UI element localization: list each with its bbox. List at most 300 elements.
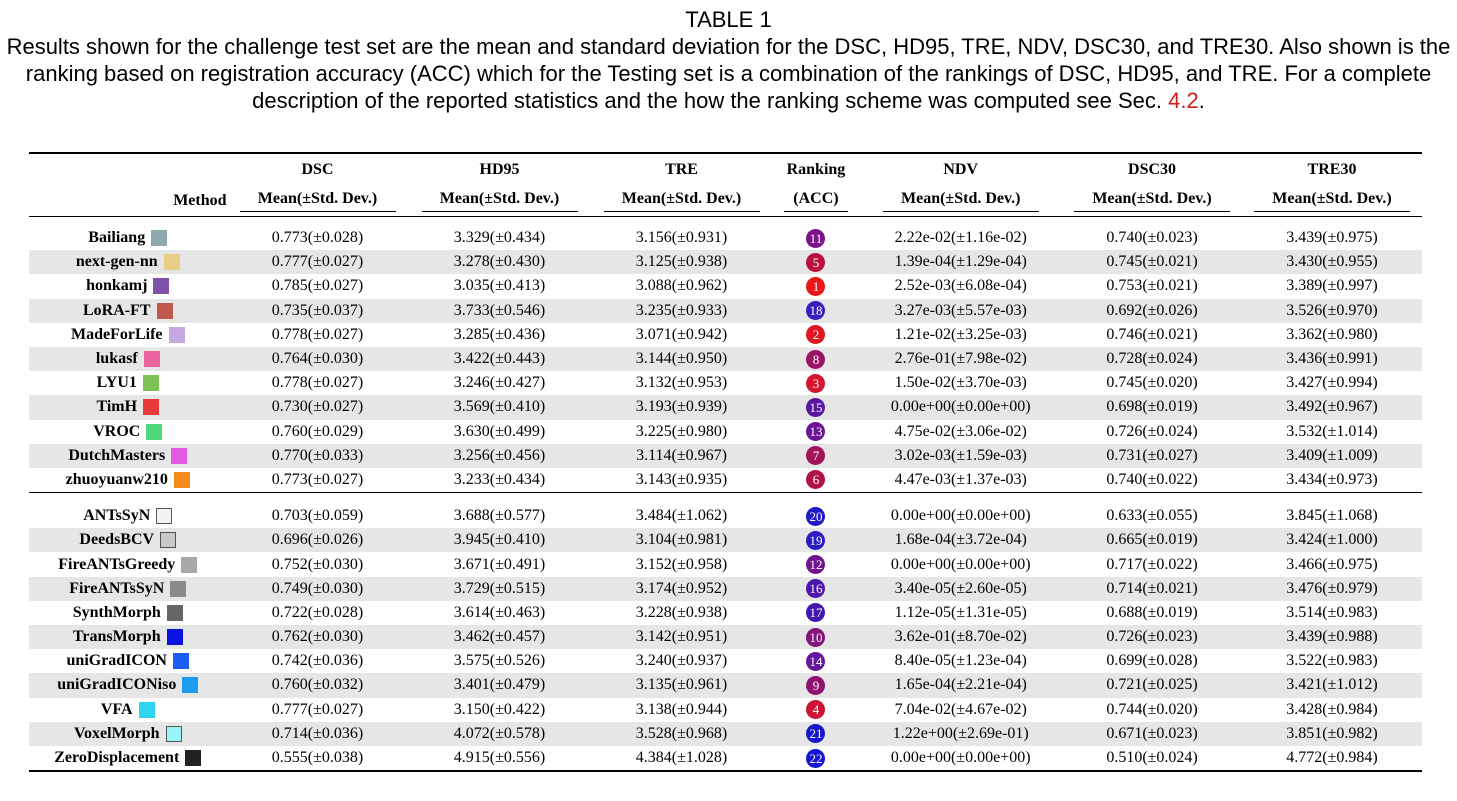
header-row-sub (29, 186, 1422, 217)
tre-value: 3.132(±0.953) (635, 374, 728, 392)
ranking-cell (773, 420, 860, 444)
rank-badge: 6 (806, 470, 825, 489)
sub-dsc30-label: Mean(±Std. Dev.) (1074, 190, 1230, 212)
table-row (29, 299, 1422, 323)
hd95-value: 3.733(±0.546) (409, 299, 591, 323)
method-cell (29, 347, 227, 371)
method-name: TimH (96, 398, 138, 416)
rank-badge: 22 (806, 749, 825, 768)
dsc30-value: 0.740(±0.023) (1106, 229, 1198, 247)
tre-value: 3.228(±0.938) (635, 603, 728, 621)
rank-badge: 9 (806, 676, 825, 695)
tre30-value: 3.439(±0.988) (1242, 625, 1422, 649)
dsc-value: 0.762(±0.030) (227, 625, 409, 649)
hd95-value: 3.422(±0.443) (409, 347, 591, 371)
tre-value: 3.088(±0.962) (635, 277, 728, 295)
rank-badge: 1 (806, 277, 825, 296)
method-cell (29, 698, 227, 722)
ranking-cell (773, 395, 860, 419)
method-cell (29, 444, 227, 468)
method-color-swatch (181, 557, 197, 573)
ranking-cell (773, 552, 860, 576)
ranking-cell (773, 347, 860, 371)
tre-value: 4.384(±1.028) (591, 746, 773, 771)
dsc30-value: 0.745(±0.020) (1106, 374, 1198, 392)
table-row (29, 528, 1422, 552)
ndv-value: 0.00e+00(±0.00e+00) (859, 395, 1062, 419)
ranking-cell (773, 226, 860, 250)
tre30-value: 3.439(±0.975) (1286, 229, 1378, 247)
tre-value: 3.174(±0.952) (591, 577, 773, 601)
dsc-value: 0.773(±0.027) (271, 470, 364, 488)
caption-end: . (1198, 88, 1205, 113)
dsc30-value: 0.740(±0.022) (1106, 470, 1198, 488)
hd95-value: 3.329(±0.434) (453, 229, 546, 247)
method-name: honkamj (86, 277, 148, 295)
method-cell (29, 528, 227, 552)
table-row (29, 420, 1422, 444)
method-name: Bailiang (88, 229, 146, 247)
method-cell (29, 552, 227, 576)
dsc-value: 0.696(±0.026) (227, 528, 409, 552)
tre-value: 3.156(±0.931) (635, 229, 728, 247)
method-name: FireANTsGreedy (58, 555, 176, 573)
table-row (29, 577, 1422, 601)
method-name: zhuoyuanw210 (65, 470, 168, 488)
hd95-value: 3.246(±0.427) (453, 374, 546, 392)
dsc-value: 0.749(±0.030) (227, 577, 409, 601)
dsc-value: 0.785(±0.027) (271, 277, 364, 295)
baseline-methods-group (29, 493, 1422, 772)
tre-value: 3.193(±0.939) (591, 395, 773, 419)
sub-tre30-label: Mean(±Std. Dev.) (1254, 190, 1410, 212)
method-color-swatch (166, 726, 182, 742)
method-color-swatch (174, 472, 190, 488)
dsc30-value: 0.692(±0.026) (1062, 299, 1242, 323)
dsc-value: 0.777(±0.027) (227, 250, 409, 274)
table-row (29, 226, 1422, 250)
ndv-value: 0.00e+00(±0.00e+00) (890, 555, 1031, 573)
table-title: TABLE 1 (685, 7, 772, 32)
ndv-value: 8.40e-05(±1.23e-04) (894, 652, 1027, 670)
ranking-cell (773, 673, 860, 697)
ranking-cell (773, 468, 860, 493)
dsc30-value: 0.698(±0.019) (1062, 395, 1242, 419)
hd95-value: 3.233(±0.434) (453, 470, 546, 488)
hd95-value: 3.729(±0.515) (409, 577, 591, 601)
hd95-value: 3.278(±0.430) (409, 250, 591, 274)
ranking-cell (773, 274, 860, 298)
dsc-value: 0.778(±0.027) (271, 374, 364, 392)
rank-badge: 16 (806, 579, 825, 598)
hd95-value: 3.671(±0.491) (453, 555, 546, 573)
rank-badge: 19 (806, 531, 825, 550)
table-row (29, 746, 1422, 771)
hd95-value: 3.614(±0.463) (453, 603, 546, 621)
ranking-cell (773, 698, 860, 722)
rank-badge: 17 (806, 603, 825, 622)
tre-value: 3.225(±0.980) (635, 422, 728, 440)
method-cell (29, 323, 227, 347)
dsc30-value: 0.699(±0.028) (1106, 652, 1198, 670)
header-tre30: TRE30 (1242, 153, 1422, 186)
method-cell (29, 746, 227, 771)
ranking-cell (773, 601, 860, 625)
dsc-value: 0.742(±0.036) (271, 652, 364, 670)
method-name: LoRA-FT (82, 301, 151, 319)
ndv-value: 3.27e-03(±5.57e-03) (859, 299, 1062, 323)
caption-line-3 (0, 87, 1457, 114)
dsc30-value: 0.717(±0.022) (1106, 555, 1198, 573)
sub-tre-label: Mean(±Std. Dev.) (604, 190, 760, 212)
ndv-value: 1.39e-04(±1.29e-04) (859, 250, 1062, 274)
dsc-value: 0.703(±0.059) (271, 507, 364, 525)
tre30-value: 3.845(±1.068) (1286, 507, 1378, 525)
ndv-value: 2.22e-02(±1.16e-02) (894, 229, 1027, 247)
dsc-value: 0.773(±0.028) (271, 229, 364, 247)
method-color-swatch (164, 254, 180, 270)
tre-value: 3.240(±0.937) (635, 652, 728, 670)
dsc30-value: 0.510(±0.024) (1062, 746, 1242, 771)
method-cell (29, 504, 227, 528)
tre30-value: 3.476(±0.979) (1242, 577, 1422, 601)
method-color-swatch (139, 702, 155, 718)
dsc-value: 0.730(±0.027) (227, 395, 409, 419)
method-name: DutchMasters (68, 446, 166, 464)
ndv-value: 1.12e-05(±1.31e-05) (894, 603, 1027, 621)
method-cell (29, 673, 227, 697)
rank-badge: 18 (806, 301, 825, 320)
table-row (29, 274, 1422, 298)
rank-badge: 15 (806, 398, 825, 417)
hd95-value: 4.915(±0.556) (409, 746, 591, 771)
tre-value: 3.114(±0.967) (591, 444, 773, 468)
method-color-swatch (167, 629, 183, 645)
method-name: VFA (100, 700, 133, 718)
method-name: VROC (93, 422, 141, 440)
hd95-value: 4.072(±0.578) (409, 722, 591, 746)
ranking-cell (773, 444, 860, 468)
dsc30-value: 0.726(±0.023) (1062, 625, 1242, 649)
method-color-swatch (156, 508, 172, 524)
table-row (29, 504, 1422, 528)
hd95-value: 3.401(±0.479) (409, 673, 591, 697)
tre-value: 3.104(±0.981) (591, 528, 773, 552)
rank-badge: 14 (806, 652, 825, 671)
header-tre: TRE (591, 153, 773, 186)
method-cell (29, 601, 227, 625)
caption-line-2: ranking based on registration accuracy (ACC) which for the Testing set is a combination of the rankings of DSC, HD95, and TRE. For a complete (25, 61, 1432, 86)
ranking-cell (773, 577, 860, 601)
method-cell (29, 722, 227, 746)
tre30-value: 3.522(±0.983) (1286, 652, 1378, 670)
dsc30-value: 0.714(±0.021) (1062, 577, 1242, 601)
table-row (29, 371, 1422, 395)
ndv-value: 1.68e-04(±3.72e-04) (859, 528, 1062, 552)
dsc-value: 0.764(±0.030) (227, 347, 409, 371)
hd95-value: 3.462(±0.457) (409, 625, 591, 649)
table-row (29, 395, 1422, 419)
header-blank (29, 153, 227, 186)
rank-badge: 2 (806, 325, 825, 344)
dsc-value: 0.760(±0.032) (227, 673, 409, 697)
tre30-value: 3.436(±0.991) (1242, 347, 1422, 371)
table-row (29, 250, 1422, 274)
ranking-cell (773, 323, 860, 347)
dsc-value: 0.770(±0.033) (227, 444, 409, 468)
challenge-methods-group (29, 217, 1422, 493)
method-color-swatch (143, 375, 159, 391)
method-name: SynthMorph (72, 603, 161, 621)
hd95-value: 3.688(±0.577) (453, 507, 546, 525)
sub-dsc (227, 186, 409, 217)
tre30-value: 4.772(±0.984) (1242, 746, 1422, 771)
method-cell (29, 226, 227, 250)
section-reference-link[interactable]: 4.2 (1168, 88, 1199, 113)
tre30-value: 3.409(±1.009) (1242, 444, 1422, 468)
caption-line-3-text: description of the reported statistics and the how the ranking scheme was computed see Sec. (252, 88, 1169, 113)
dsc-value: 0.735(±0.037) (227, 299, 409, 323)
tre-value: 3.135(±0.961) (591, 673, 773, 697)
method-color-swatch (170, 581, 186, 597)
method-name: FireANTsSyN (69, 579, 165, 597)
header-dsc: DSC (227, 153, 409, 186)
ndv-value: 2.52e-03(±6.08e-04) (894, 277, 1027, 295)
header-ranking: Ranking (773, 153, 860, 186)
rank-badge: 7 (806, 446, 825, 465)
sub-tre30 (1242, 186, 1422, 217)
method-name: lukasf (95, 350, 138, 368)
ndv-value: 3.02e-03(±1.59e-03) (859, 444, 1062, 468)
ndv-value: 1.22e+00(±2.69e-01) (859, 722, 1062, 746)
method-color-swatch (185, 750, 201, 766)
method-color-swatch (153, 278, 169, 294)
ndv-value: 7.04e-02(±4.67e-02) (894, 700, 1027, 718)
hd95-value: 3.945(±0.410) (409, 528, 591, 552)
tre30-value: 3.421(±1.012) (1242, 673, 1422, 697)
table-row (29, 698, 1422, 722)
method-cell (29, 371, 227, 395)
dsc-value: 0.778(±0.027) (271, 325, 364, 343)
tre30-value: 3.430(±0.955) (1242, 250, 1422, 274)
method-name: LYU1 (96, 374, 137, 392)
tre30-value: 3.532(±1.014) (1286, 422, 1378, 440)
table-row (29, 625, 1422, 649)
sub-ranking-label: (ACC) (784, 190, 848, 212)
tre-value: 3.138(±0.944) (635, 700, 728, 718)
method-color-swatch (167, 605, 183, 621)
ndv-value: 0.00e+00(±0.00e+00) (859, 746, 1062, 771)
table-row (29, 649, 1422, 673)
method-cell (29, 395, 227, 419)
ranking-cell (773, 625, 860, 649)
method-color-swatch (182, 677, 198, 693)
dsc-value: 0.555(±0.038) (227, 746, 409, 771)
table-caption (0, 6, 1457, 114)
tre30-value: 3.362(±0.980) (1286, 325, 1378, 343)
ndv-value: 0.00e+00(±0.00e+00) (890, 507, 1031, 525)
method-color-swatch (146, 424, 162, 440)
tre-value: 3.071(±0.942) (635, 325, 728, 343)
tre30-value: 3.466(±0.975) (1286, 555, 1378, 573)
tre30-value: 3.492(±0.967) (1242, 395, 1422, 419)
method-name: next-gen-nn (75, 253, 158, 271)
rank-badge: 3 (806, 374, 825, 393)
rank-badge: 4 (806, 700, 825, 719)
ndv-value: 1.21e-02(±3.25e-03) (894, 325, 1027, 343)
dsc30-value: 0.745(±0.021) (1062, 250, 1242, 274)
method-name: ZeroDisplacement (54, 749, 180, 767)
method-cell (29, 299, 227, 323)
header-hd95: HD95 (409, 153, 591, 186)
ranking-cell (773, 528, 860, 552)
rank-badge: 13 (806, 422, 825, 441)
method-name: DeedsBCV (79, 531, 155, 549)
dsc-value: 0.760(±0.029) (271, 422, 364, 440)
method-cell (29, 250, 227, 274)
dsc30-value: 0.665(±0.019) (1062, 528, 1242, 552)
dsc30-value: 0.721(±0.025) (1062, 673, 1242, 697)
method-name: MadeForLife (70, 325, 163, 343)
tre-value: 3.143(±0.935) (635, 470, 728, 488)
tre-value: 3.142(±0.951) (591, 625, 773, 649)
header-dsc30: DSC30 (1062, 153, 1242, 186)
rank-badge: 21 (806, 724, 825, 743)
rank-badge: 5 (806, 253, 825, 272)
tre30-value: 3.389(±0.997) (1286, 277, 1378, 295)
sub-dsc30 (1062, 186, 1242, 217)
method-cell (29, 420, 227, 444)
method-cell (29, 274, 227, 298)
dsc30-value: 0.633(±0.055) (1106, 507, 1198, 525)
dsc30-value: 0.688(±0.019) (1106, 603, 1198, 621)
header-row-groups (29, 153, 1422, 186)
tre-value: 3.484(±1.062) (635, 507, 728, 525)
sub-ndv-label: Mean(±Std. Dev.) (883, 190, 1039, 212)
rank-badge: 20 (806, 507, 825, 526)
rank-badge: 12 (806, 555, 825, 574)
tre-value: 3.152(±0.958) (635, 555, 728, 573)
caption-line-1: Results shown for the challenge test set are the mean and standard deviation for the DSC, HD95, TRE, NDV, DSC30, and TRE30. Also shown is the (6, 34, 1451, 59)
dsc30-value: 0.726(±0.024) (1106, 422, 1198, 440)
dsc-value: 0.722(±0.028) (271, 603, 364, 621)
ranking-cell (773, 299, 860, 323)
tre30-value: 3.428(±0.984) (1286, 700, 1378, 718)
dsc-value: 0.714(±0.036) (227, 722, 409, 746)
sub-ranking (773, 186, 860, 217)
ranking-cell (773, 649, 860, 673)
tre30-value: 3.424(±1.000) (1242, 528, 1422, 552)
ndv-value: 4.75e-02(±3.06e-02) (894, 422, 1027, 440)
ndv-value: 1.65e-04(±2.21e-04) (859, 673, 1062, 697)
tre30-value: 3.434(±0.973) (1286, 470, 1378, 488)
rank-badge: 11 (806, 229, 825, 248)
ranking-cell (773, 371, 860, 395)
hd95-value: 3.630(±0.499) (453, 422, 546, 440)
table-row (29, 722, 1422, 746)
method-cell (29, 468, 227, 493)
dsc30-value: 0.728(±0.024) (1062, 347, 1242, 371)
method-name: TransMorph (72, 628, 161, 646)
dsc30-value: 0.746(±0.021) (1106, 325, 1198, 343)
table-row (29, 444, 1422, 468)
method-color-swatch (157, 303, 173, 319)
dsc30-value: 0.753(±0.021) (1106, 277, 1198, 295)
dsc30-value: 0.731(±0.027) (1062, 444, 1242, 468)
table-row (29, 323, 1422, 347)
sub-ndv (859, 186, 1062, 217)
rank-badge: 8 (806, 350, 825, 369)
hd95-value: 3.150(±0.422) (453, 700, 546, 718)
hd95-value: 3.569(±0.410) (409, 395, 591, 419)
method-color-swatch (173, 653, 189, 669)
header-ndv: NDV (859, 153, 1062, 186)
method-color-swatch (160, 532, 176, 548)
ranking-cell (773, 746, 860, 771)
ranking-cell (773, 250, 860, 274)
method-color-swatch (151, 230, 167, 246)
hd95-value: 3.575(±0.526) (453, 652, 546, 670)
results-table (29, 152, 1422, 772)
table-row (29, 552, 1422, 576)
table-row (29, 601, 1422, 625)
tre30-value: 3.526(±0.970) (1242, 299, 1422, 323)
sub-tre (591, 186, 773, 217)
rank-badge: 10 (806, 628, 825, 647)
hd95-value: 3.256(±0.456) (409, 444, 591, 468)
ndv-value: 1.50e-02(±3.70e-03) (894, 374, 1027, 392)
dsc30-value: 0.671(±0.023) (1062, 722, 1242, 746)
sub-hd95-label: Mean(±Std. Dev.) (422, 190, 578, 212)
ranking-cell (773, 504, 860, 528)
sub-hd95 (409, 186, 591, 217)
ndv-value: 3.62e-01(±8.70e-02) (859, 625, 1062, 649)
tre30-value: 3.514(±0.983) (1286, 603, 1378, 621)
method-color-swatch (143, 399, 159, 415)
ndv-value: 2.76e-01(±7.98e-02) (859, 347, 1062, 371)
tre-value: 3.144(±0.950) (591, 347, 773, 371)
method-cell (29, 577, 227, 601)
tre30-value: 3.851(±0.982) (1242, 722, 1422, 746)
method-name: uniGradICONiso (57, 676, 177, 694)
tre-value: 3.235(±0.933) (591, 299, 773, 323)
ranking-cell (773, 722, 860, 746)
hd95-value: 3.035(±0.413) (453, 277, 546, 295)
table-row (29, 673, 1422, 697)
tre-value: 3.125(±0.938) (591, 250, 773, 274)
dsc-value: 0.777(±0.027) (271, 700, 364, 718)
method-name: VoxelMorph (73, 724, 160, 742)
method-name: uniGradICON (66, 652, 167, 670)
tre-value: 3.528(±0.968) (591, 722, 773, 746)
method-name: ANTsSyN (83, 507, 151, 525)
ndv-value: 3.40e-05(±2.60e-05) (859, 577, 1062, 601)
method-color-swatch (169, 327, 185, 343)
sub-dsc-label: Mean(±Std. Dev.) (240, 190, 396, 212)
hd95-value: 3.285(±0.436) (453, 325, 546, 343)
tre30-value: 3.427(±0.994) (1286, 374, 1378, 392)
dsc-value: 0.752(±0.030) (271, 555, 364, 573)
table-row (29, 347, 1422, 371)
method-cell (29, 649, 227, 673)
ndv-value: 4.47e-03(±1.37e-03) (894, 470, 1027, 488)
dsc30-value: 0.744(±0.020) (1106, 700, 1198, 718)
header-method: Method (29, 186, 227, 217)
method-cell (29, 625, 227, 649)
method-color-swatch (144, 351, 160, 367)
table-row (29, 468, 1422, 493)
method-color-swatch (171, 448, 187, 464)
